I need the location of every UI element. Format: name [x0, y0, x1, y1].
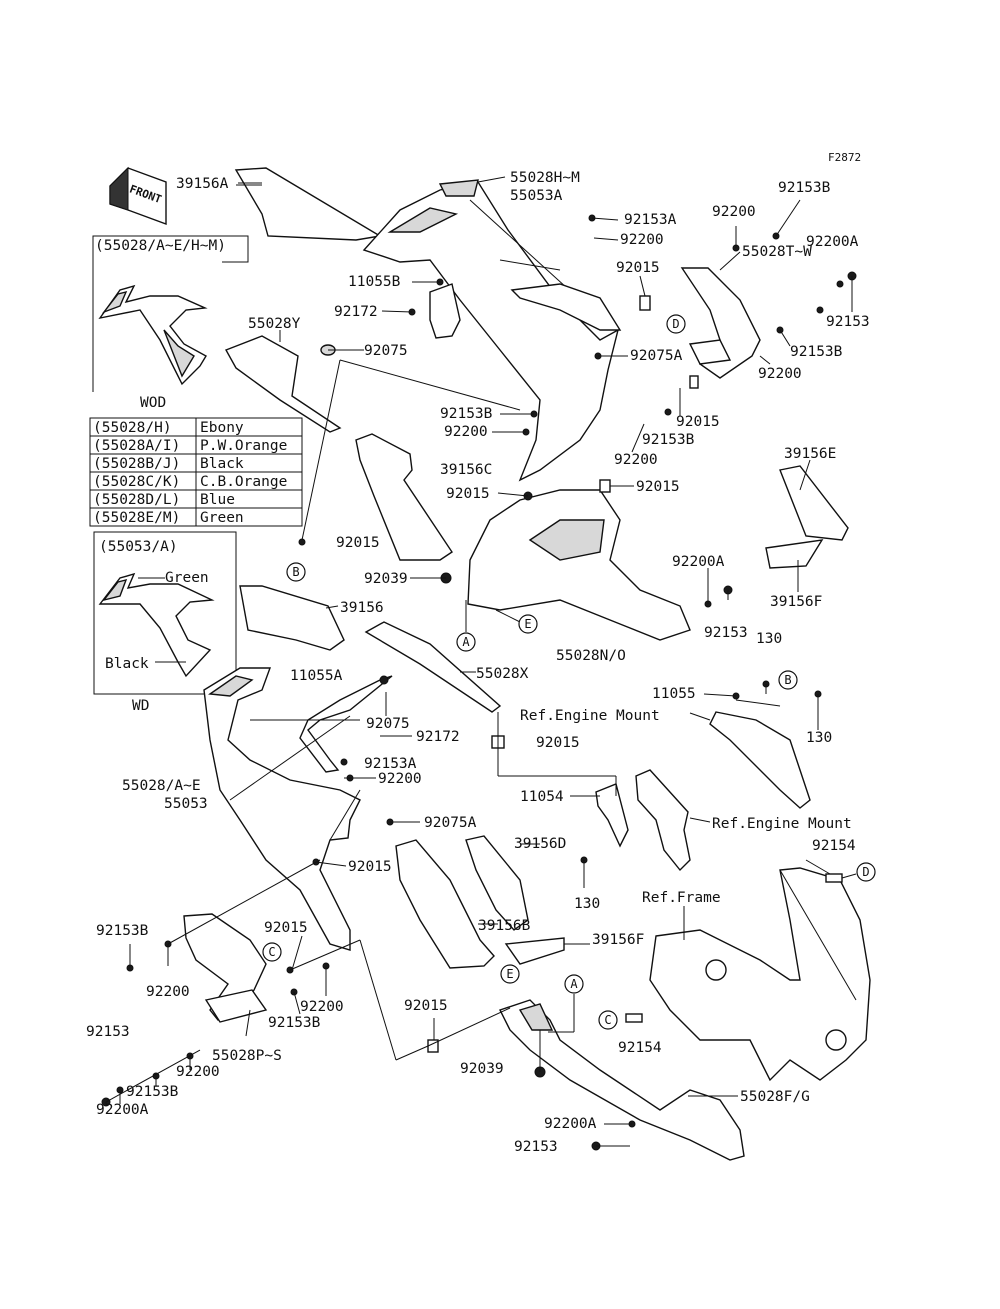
part-label: 92153 [86, 1024, 130, 1040]
part-label: 92039 [364, 571, 408, 587]
table-cell-color: Green [200, 510, 244, 526]
part-label: Ref.Engine Mount [520, 708, 660, 724]
part-label: 92200A [96, 1102, 149, 1118]
part-label: 130 [574, 896, 601, 912]
part-label: 92075 [366, 716, 410, 732]
table-cell-part: (55028A/I) [93, 438, 181, 454]
part-label: 92075 [364, 343, 408, 359]
table-cell-color: Black [200, 456, 244, 472]
part-label: 92039 [460, 1061, 504, 1077]
part-label: 11055B [348, 274, 401, 290]
inset-lower-caption: WD [132, 698, 150, 714]
part-label: 39156E [784, 446, 837, 462]
part-39156F-pad [766, 540, 822, 568]
part-label: 55028X [476, 666, 529, 682]
table-cell-part: (55028D/L) [93, 492, 181, 508]
part-label: 92015 [636, 479, 680, 495]
part-label: 92153 [826, 314, 870, 330]
part-label: 39156A [176, 176, 229, 192]
part-label: 92200 [176, 1064, 220, 1080]
part-label: 11055A [290, 668, 343, 684]
part-label: 55028H~M [510, 170, 580, 186]
part-label: 55053 [164, 796, 208, 812]
part-label: 92154 [618, 1040, 662, 1056]
part-label: 92200 [300, 999, 344, 1015]
part-label: 130 [806, 730, 833, 746]
part-label: 92172 [416, 729, 460, 745]
part-label: 92075A [630, 348, 683, 364]
callout-c: C [268, 945, 276, 959]
callout-d: D [862, 865, 870, 879]
part-label: 39156F [770, 594, 823, 610]
part-label: 55028F/G [740, 1089, 810, 1105]
callout-b: B [292, 565, 300, 579]
table-cell-part: (55028E/M) [93, 510, 181, 526]
part-label: 92015 [676, 414, 720, 430]
part-engine-mount-plate [636, 770, 690, 870]
part-39156A-pad [236, 168, 380, 240]
part-label: 92200 [758, 366, 802, 382]
part-label: 55028Y [248, 316, 301, 332]
part-label: 55053A [510, 188, 563, 204]
part-label: 92153 [514, 1139, 558, 1155]
part-label: 92200A [672, 554, 725, 570]
part-label: 92015 [536, 735, 580, 751]
front-arrow-icon [110, 168, 166, 224]
part-label: 92153B [642, 432, 695, 448]
callout-e: E [524, 617, 532, 631]
part-label: 55028/A~E [122, 778, 201, 794]
figure-id: F2872 [828, 151, 862, 164]
part-label: 92200 [378, 771, 422, 787]
part-label: Ref.Frame [642, 890, 721, 906]
table-cell-color: C.B.Orange [200, 474, 288, 490]
part-label: 92172 [334, 304, 378, 320]
part-label: 55028T~W [742, 244, 812, 260]
part-label: 92153B [126, 1084, 179, 1100]
part-label: 92015 [348, 859, 392, 875]
part-label: 39156D [514, 836, 567, 852]
part-39156-pad [240, 586, 344, 650]
part-label: Ref.Engine Mount [712, 816, 852, 832]
part-label: 92015 [336, 535, 380, 551]
table-cell-color: Blue [200, 492, 235, 508]
callout-a: A [462, 635, 470, 649]
part-55028N-O [468, 490, 690, 640]
part-label: 92015 [446, 486, 490, 502]
callout-a: A [570, 977, 578, 991]
table-cell-color: Ebony [200, 420, 244, 436]
inset-upper-caption: WOD [140, 395, 167, 411]
part-label: 39156 [340, 600, 384, 616]
part-label: 92153B [790, 344, 843, 360]
part-11055-bracket [710, 712, 810, 808]
part-label: 11055 [652, 686, 696, 702]
part-label: 92200 [146, 984, 190, 1000]
inset-upper-header: (55028/A~E/H~M) [95, 238, 226, 254]
part-label: 92200 [620, 232, 664, 248]
color-table [90, 418, 302, 526]
part-label: 92015 [616, 260, 660, 276]
part-label: 92153B [96, 923, 149, 939]
inset-lower-header: (55053/A) [99, 539, 178, 555]
table-cell-part: (55028B/J) [93, 456, 181, 472]
part-label: 92153B [778, 180, 831, 196]
callout-e: E [506, 967, 514, 981]
table-cell-color: P.W.Orange [200, 438, 288, 454]
part-label: 11054 [520, 789, 564, 805]
part-label: 39156F [592, 932, 645, 948]
part-label: 92015 [264, 920, 308, 936]
part-label: 92154 [812, 838, 856, 854]
table-cell-part: (55028C/K) [93, 474, 181, 490]
part-label: 55028N/O [556, 648, 626, 664]
callout-d: D [672, 317, 680, 331]
inset-lower-green: Green [165, 570, 209, 586]
part-39156F-lower-pad [506, 938, 564, 964]
part-label: 92015 [404, 998, 448, 1014]
part-label: 92153B [268, 1015, 321, 1031]
front-label: FRONT [127, 182, 164, 207]
part-label: 92153 [704, 625, 748, 641]
part-39156E-pad [780, 466, 848, 540]
part-label: 39156C [440, 462, 493, 478]
part-11054-bracket [596, 784, 628, 846]
part-label: 130 [756, 631, 783, 647]
part-label: 92200 [444, 424, 488, 440]
part-label: 92153B [440, 406, 493, 422]
inset-lower-black: Black [105, 656, 149, 672]
inset-upper [93, 236, 248, 411]
part-label: 92200 [614, 452, 658, 468]
part-label: 92200 [712, 204, 756, 220]
part-label: 92200A [806, 234, 859, 250]
part-label: 92075A [424, 815, 477, 831]
part-label: 92153A [364, 756, 417, 772]
callout-b: B [784, 673, 792, 687]
part-label: 92200A [544, 1116, 597, 1132]
callout-c: C [604, 1013, 612, 1027]
part-label: 39156B [478, 918, 531, 934]
part-label: 92153A [624, 212, 677, 228]
table-cell-part: (55028/H) [93, 420, 172, 436]
part-label: 55028P~S [212, 1048, 282, 1064]
